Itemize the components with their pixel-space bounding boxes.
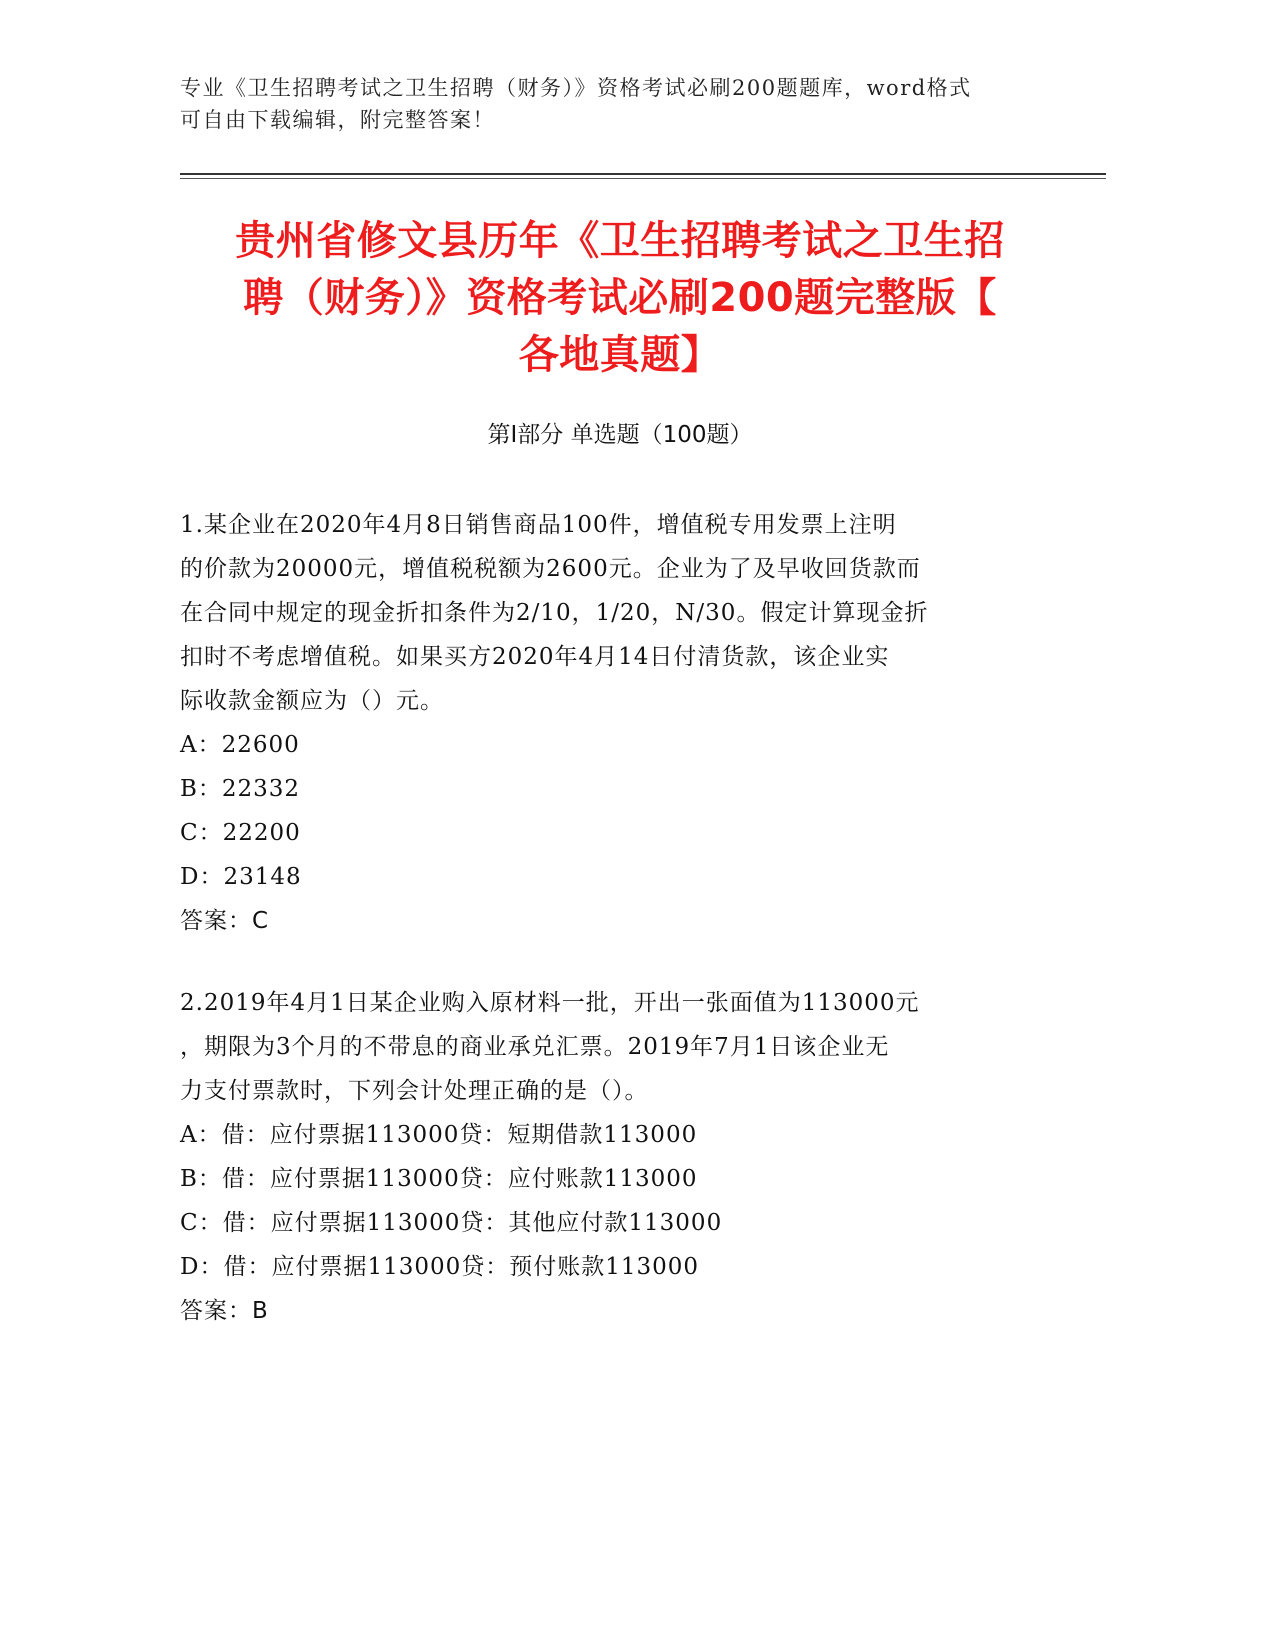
header-note bbox=[180, 72, 1060, 136]
question-stem-line: ，期限为3个月的不带息的商业承兑汇票。2019年7月1日该企业无 bbox=[180, 1034, 890, 1060]
header-divider-thick bbox=[180, 173, 1106, 175]
option-c: C：借：应付票据113000贷：其他应付款113000 bbox=[180, 1210, 723, 1236]
option-b: B：借：应付票据113000贷：应付账款113000 bbox=[180, 1166, 698, 1192]
header-note-line-1: 专业《卫生招聘考试之卫生招聘（财务）》资格考试必刷200题题库，word格式 bbox=[180, 76, 972, 100]
question-stem-line: 际收款金额应为（）元。 bbox=[180, 688, 444, 714]
answer: 答案：C bbox=[180, 908, 270, 934]
question-stem-line: 在合同中规定的现金折扣条件为2/10，1/20，N/30。假定计算现金折 bbox=[180, 600, 929, 626]
option-d: D：借：应付票据113000贷：预付账款113000 bbox=[180, 1254, 700, 1280]
header-divider-thin bbox=[180, 178, 1106, 179]
question-stem-line: 的价款为20000元，增值税税额为2600元。企业为了及早收回货款而 bbox=[180, 556, 921, 582]
question-stem-line: 扣时不考虑增值税。如果买方2020年4月14日付清货款，该企业实 bbox=[180, 644, 890, 670]
header-note-line-2: 可自由下载编辑，附完整答案！ bbox=[180, 108, 495, 132]
section-title: 第Ⅰ部分 单选题（100题） bbox=[487, 422, 753, 448]
question-stem-line: 2.2019年4月1日某企业购入原材料一批，开出一张面值为113000元 bbox=[180, 990, 920, 1016]
question-1 bbox=[180, 503, 1040, 943]
document-title bbox=[180, 213, 1060, 384]
document-title-line-2: 聘（财务）》资格考试必刷200题完整版【 bbox=[243, 275, 997, 321]
question-stem-line: 力支付票款时，下列会计处理正确的是（）。 bbox=[180, 1078, 649, 1104]
document-title-line-3: 各地真题】 bbox=[518, 332, 722, 378]
option-a: A：22600 bbox=[180, 732, 300, 758]
document-title-line-1: 贵州省修文县历年《卫生招聘考试之卫生招 bbox=[235, 218, 1005, 264]
option-d: D：23148 bbox=[180, 864, 302, 890]
question-2 bbox=[180, 981, 1040, 1333]
option-c: C：22200 bbox=[180, 820, 301, 846]
answer: 答案：B bbox=[180, 1298, 269, 1324]
option-a: A：借：应付票据113000贷：短期借款113000 bbox=[180, 1122, 698, 1148]
question-stem-line: 1.某企业在2020年4月8日销售商品100件，增值税专用发票上注明 bbox=[180, 512, 897, 538]
option-b: B：22332 bbox=[180, 776, 301, 802]
